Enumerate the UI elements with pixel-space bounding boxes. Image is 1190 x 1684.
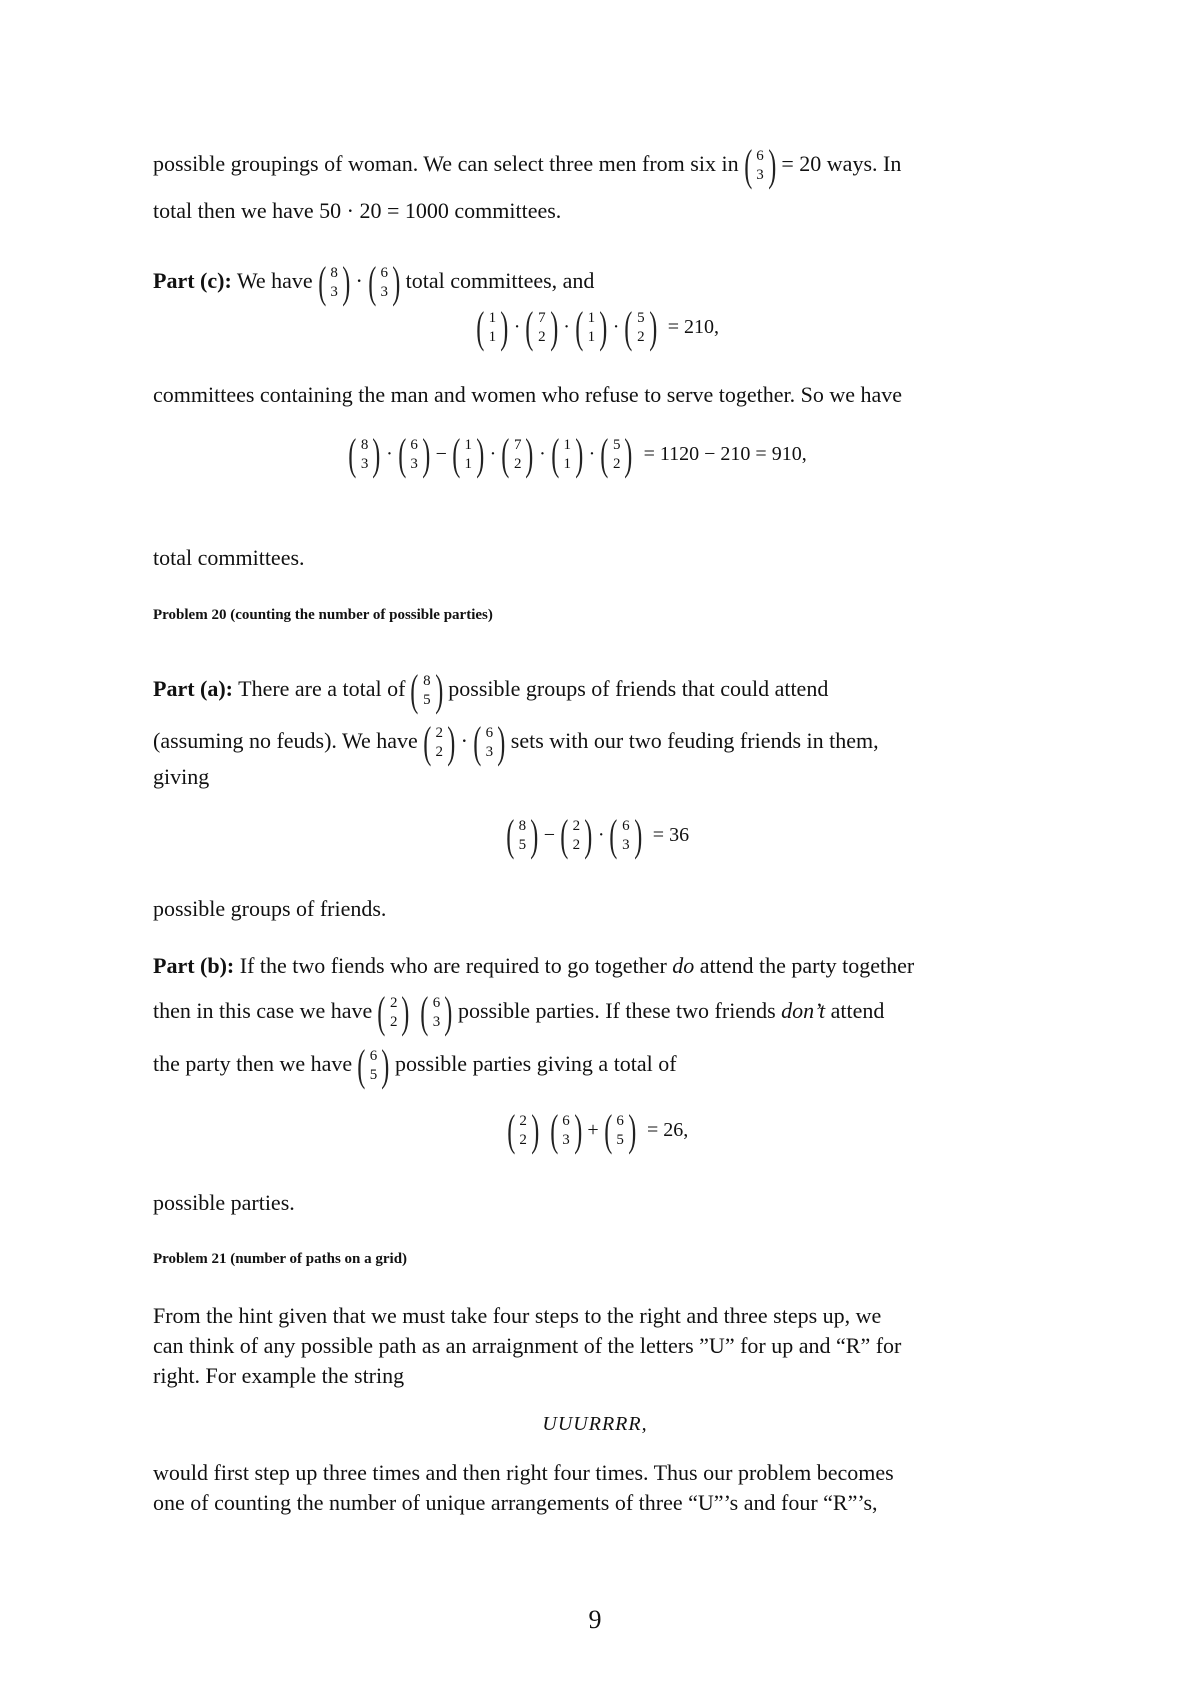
text-segment: sets with our two feuding friends in them, <box>510 728 879 754</box>
text-segment: There are a total of <box>238 676 406 702</box>
plus-symbol: + <box>587 1119 599 1142</box>
part-label: Part (c): <box>153 268 232 294</box>
binomial-6-3: ( 6 3 ) <box>420 988 453 1037</box>
equation-result: = 210, <box>667 316 720 339</box>
part-c-line <box>153 260 594 306</box>
example-string <box>0 1410 1190 1436</box>
binomial-8-3: ( 8 3 ) <box>317 258 351 307</box>
section-heading-problem-20: Problem 20 (counting the number of possible parties) <box>153 607 493 623</box>
equation-3: ( 8 5 ) − ( 2 2 ) · ( 6 3 ) = 36 <box>506 811 690 860</box>
binomial-6-3: ( 6 3 ) <box>743 141 777 190</box>
text-line: total then we have 50 · 20 = 1000 committees. <box>153 198 562 223</box>
text-segment: = 20 ways. In <box>781 151 902 177</box>
section-heading-problem-21: Problem 21 (number of paths on a grid) <box>153 1251 408 1267</box>
emphasis: don’t <box>781 998 826 1024</box>
binomial-6-3: ( 6 3 ) <box>368 258 401 307</box>
binomial-6-3: ( 6 3 ) <box>473 718 506 767</box>
dot-symbol: · <box>489 443 497 466</box>
binomial-2-2: ( 2 2 ) <box>423 718 456 767</box>
text-segment: If the two fiends who are required to go together <box>239 953 667 978</box>
text-line <box>153 143 901 189</box>
text-line: committees containing the man and women who refuse to serve together. So we have <box>153 382 903 407</box>
equation-result: = 26, <box>646 1119 689 1142</box>
dot-symbol: · <box>588 443 596 466</box>
text-line: total committees. <box>153 545 305 570</box>
binomial-6-5: ( 6 5 ) <box>357 1041 390 1090</box>
equation-result: = 1120 − 210 = 910, <box>643 443 807 466</box>
text-line: possible groups of friends. <box>153 896 387 921</box>
text-segment: possible parties. If these two friends <box>457 998 776 1024</box>
equation-result: = 36 <box>652 824 690 847</box>
minus-symbol: − <box>543 824 555 847</box>
binomial-8-5: ( 8 5 ) <box>410 666 443 715</box>
text-segment: total committees, and <box>405 268 595 294</box>
text-segment: possible groups of friends that could attend <box>448 676 829 702</box>
dot-symbol: · <box>597 824 605 847</box>
dot-symbol: · <box>612 316 620 339</box>
text-segment: then in this case we have <box>153 998 373 1024</box>
part-a-line <box>153 668 828 714</box>
text-line <box>153 1043 677 1089</box>
minus-symbol: − <box>435 443 447 466</box>
equation-text: UUURRRR, <box>542 1413 648 1435</box>
text-line <box>153 720 879 766</box>
text-segment: We have <box>236 268 313 294</box>
text-segment: attend the party together <box>699 953 915 978</box>
text-segment: attend <box>830 998 885 1024</box>
dot-symbol: · <box>539 443 546 466</box>
text-segment: possible groupings of woman. We can select three men from six in <box>153 151 739 177</box>
text-line: possible parties. <box>153 1190 295 1215</box>
text-line: From the hint given that we must take four steps to the right and three steps up, we <box>153 1303 882 1328</box>
dot-symbol: · <box>355 268 363 294</box>
emphasis: do <box>672 953 695 978</box>
page-number: 9 <box>588 1605 602 1634</box>
text-line <box>153 990 884 1036</box>
dot-symbol: · <box>513 316 521 339</box>
dot-symbol: · <box>460 728 468 754</box>
text-line: can think of any possible path as an arraignment of the letters ”U” for up and “R” for <box>153 1333 902 1358</box>
part-b-line <box>153 953 914 979</box>
binomial-2-2: ( 2 2 ) <box>377 988 410 1037</box>
equation-2: ( 8 3 ) · ( 6 3 ) − ( 1 1 ) · ( 7 2 ) · ( 1 1 ) · ( 5 2 ) = 1120 − 210 = 910, <box>348 430 807 479</box>
part-label: Part (a): <box>153 676 234 702</box>
text-segment: (assuming no feuds). We have <box>153 728 418 754</box>
text-line: one of counting the number of unique arrangements of three “U”’s and four “R”’s, <box>153 1490 878 1515</box>
dot-symbol: · <box>563 316 570 339</box>
text-line: right. For example the string <box>153 1363 405 1388</box>
dot-symbol: · <box>386 443 393 466</box>
text-segment: the party then we have <box>153 1051 353 1077</box>
equation-4: ( 2 2 ) ( 6 3 ) + ( 6 5 ) = 26, <box>507 1106 689 1155</box>
text-segment: possible parties giving a total of <box>394 1051 677 1077</box>
equation-1: ( 1 1 ) · ( 7 2 ) · ( 1 1 ) · ( 5 2 ) = 210, <box>476 303 720 352</box>
part-label: Part (b): <box>153 953 235 978</box>
text-line: would first step up three times and then right four times. Thus our problem becomes <box>153 1460 894 1485</box>
text-line: giving <box>153 764 210 789</box>
